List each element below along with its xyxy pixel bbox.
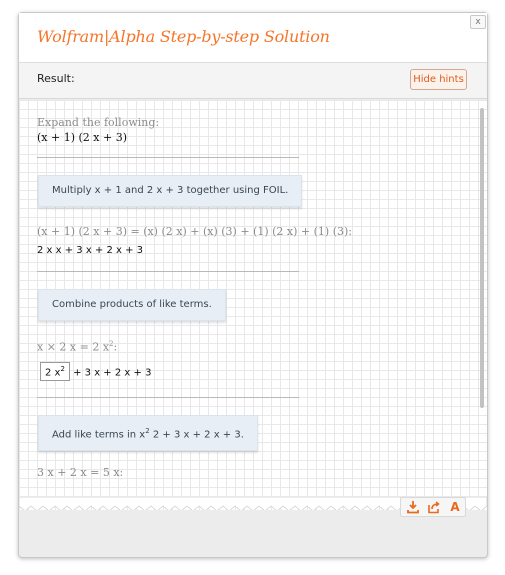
result-bar (19, 63, 487, 99)
hint-box (38, 415, 258, 451)
result-toolbar (400, 497, 466, 517)
result-label: Result: (37, 72, 75, 85)
divider (37, 271, 299, 272)
close-button[interactable]: x (470, 15, 486, 29)
result-rest: + 3 x + 2 x + 3 (69, 367, 152, 379)
step-note: 3 x + 2 x = 5 x: (37, 466, 124, 479)
note-exponent: 2 (109, 340, 114, 348)
hint-box: Multiply x + 1 and 2 x + 3 together using FOIL. (38, 175, 302, 207)
note-colon: : (113, 340, 118, 354)
hint-exponent: 2 (145, 427, 150, 435)
step-result (40, 362, 151, 381)
prompt-text: Expand the following: (37, 116, 160, 129)
divider (37, 397, 299, 398)
input-expression: (x + 1) (2 x + 3) (37, 131, 127, 144)
hint-box: Combine products of like terms. (38, 289, 226, 321)
solution-content (19, 100, 487, 510)
text-size-icon[interactable]: A (450, 500, 460, 514)
dialog-title: Wolfram|Alpha Step-by-step Solution (37, 27, 330, 46)
vertical-scrollbar[interactable] (480, 108, 484, 408)
highlighted-term-exponent: 2 (60, 365, 65, 373)
hide-hints-button[interactable]: Hide hints (410, 69, 467, 90)
highlighted-term (40, 362, 70, 381)
dialog-header (19, 13, 487, 63)
note-text: x × 2 x = 2 x (37, 340, 110, 354)
step-note: (x + 1) (2 x + 3) = (x) (2 x) + (x) (3) + (1) (2 x) + (1) (3): (37, 225, 352, 238)
step-note (37, 340, 117, 354)
hint-text-rest: 2 + 3 x + 2 x + 3. (149, 429, 244, 441)
share-icon[interactable] (426, 500, 442, 515)
step-result: 2 x x + 3 x + 2 x + 3 (37, 245, 144, 256)
hint-text: Add like terms in x (52, 429, 146, 441)
divider (37, 157, 299, 158)
highlighted-term-text: 2 x (45, 367, 61, 379)
download-icon[interactable] (405, 500, 421, 515)
